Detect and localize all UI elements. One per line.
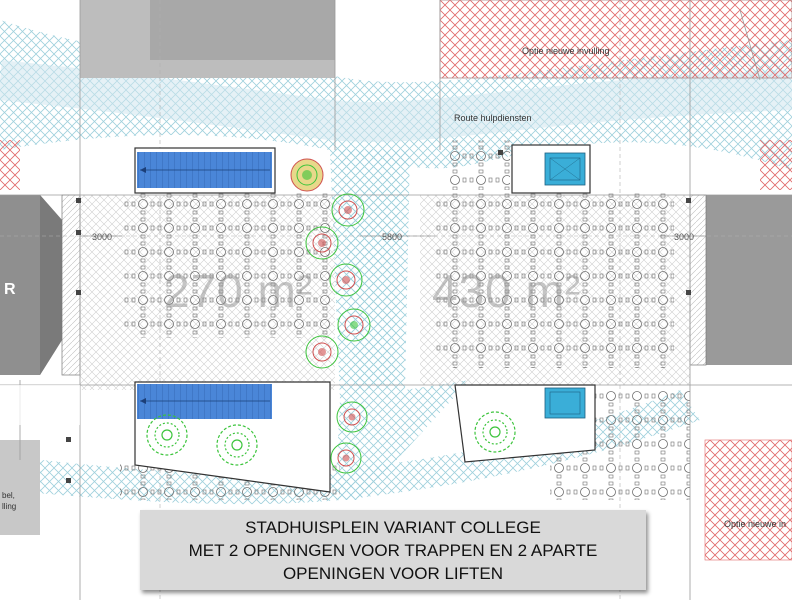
table-grid-top-right (450, 140, 510, 190)
dimension-right: 3000 (674, 232, 695, 242)
label-optie-nieuwe-invulling: Optie nieuwe invulling (522, 46, 610, 56)
dimension-left: 3000 (92, 232, 113, 242)
side-text (2, 490, 16, 512)
caption-line-1: STADHUISPLEIN VARIANT COLLEGE (245, 517, 541, 537)
label-route-hulpdiensten: Route hulpdiensten (454, 113, 532, 123)
caption-box (140, 510, 646, 590)
side-text-line-2: lling (2, 502, 17, 511)
dimension-middle: 5800 (382, 232, 403, 242)
area-label-left: 270 m² (164, 265, 314, 317)
side-text-line-1: bel, (2, 491, 15, 500)
caption-line-3: OPENINGEN VOOR LIFTEN (282, 563, 504, 583)
label-optie-bottom: Optie nieuwe in (724, 519, 787, 529)
building-bottom-right (705, 440, 792, 560)
building-top-right (440, 0, 792, 78)
caption-line-2: MET 2 OPENINGEN VOOR TRAPPEN EN 2 APARTE (188, 540, 598, 560)
building-right (706, 195, 792, 365)
building-letter: R (4, 281, 16, 298)
area-label-right: 430 m² (432, 265, 582, 317)
tree-icon (291, 159, 323, 191)
